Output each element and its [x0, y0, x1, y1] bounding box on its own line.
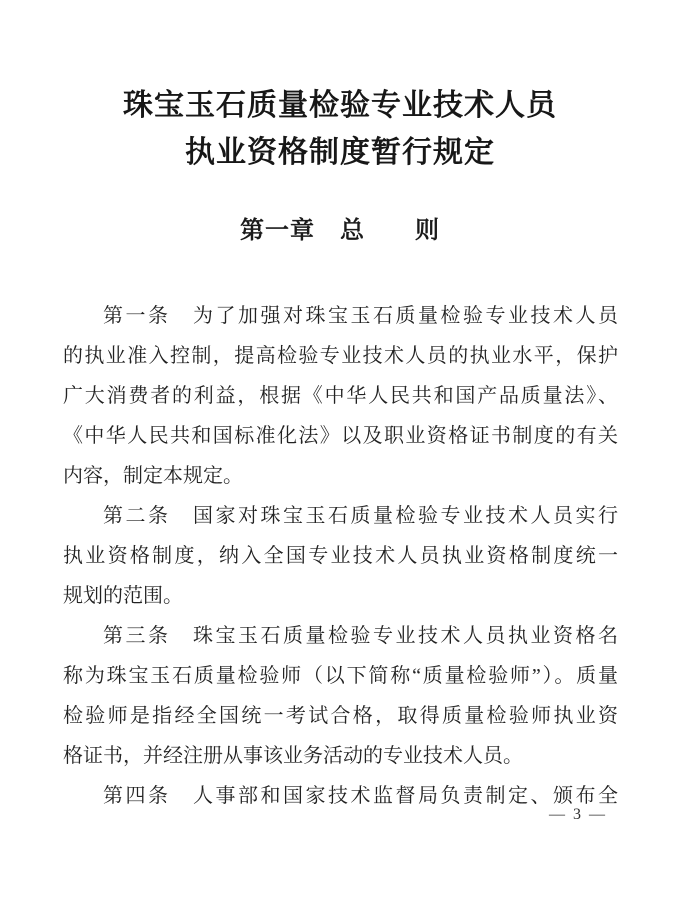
document-title-line1: 珠宝玉石质量检验专业技术人员	[123, 89, 557, 122]
body-line: 检验师是指经全国统一考试合格，取得质量检验师执业资	[63, 705, 618, 727]
body-line: 的执业准入控制，提高检验专业技术人员的执业水平，保护	[63, 345, 618, 367]
body-line: 第三条 珠宝玉石质量检验专业技术人员执业资格名	[103, 625, 618, 647]
body-line: 第二条 国家对珠宝玉石质量检验专业技术人员实行	[103, 505, 618, 527]
body-line: 第一条 为了加强对珠宝玉石质量检验专业技术人员	[103, 305, 618, 327]
chapter-heading: 第一章 总 则	[240, 217, 440, 244]
body-line: 格证书，并经注册从事该业务活动的专业技术人员。	[63, 745, 523, 767]
body-line: 内容，制定本规定。	[63, 465, 243, 487]
body-line: 广大消费者的利益，根据《中华人民共和国产品质量法》、	[63, 385, 618, 407]
document-title-line2: 执业资格制度暂行规定	[185, 136, 495, 169]
body-line: 《中华人民共和国标准化法》以及职业资格证书制度的有关	[63, 425, 618, 447]
body-line: 第四条 人事部和国家技术监督局负责制定、颁布全	[103, 785, 618, 807]
page-number: — 3 —	[549, 806, 607, 823]
body-line: 规划的范围。	[63, 585, 183, 607]
body-line: 执业资格制度，纳入全国专业技术人员执业资格制度统一	[63, 545, 618, 567]
document-body	[63, 296, 618, 816]
body-line: 称为珠宝玉石质量检验师（以下简称“质量检验师”）。质量	[63, 665, 618, 687]
